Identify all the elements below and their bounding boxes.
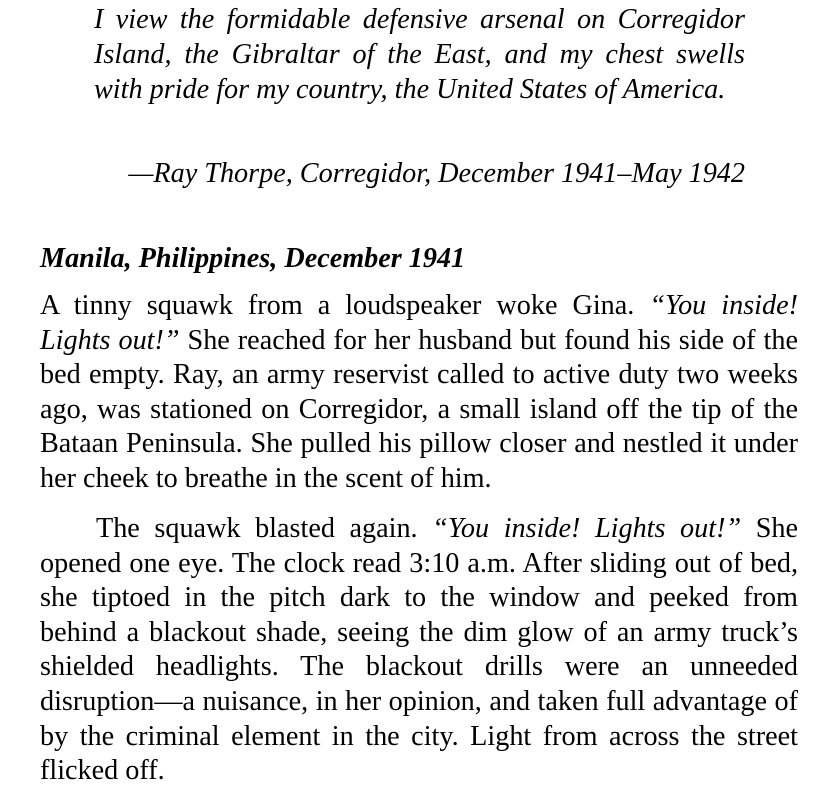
paragraph-1-text-start: A tinny squawk from a loudspeaker woke Gina. [40, 290, 650, 321]
paragraph-2-text-start: The squawk blasted again. [96, 513, 433, 544]
epigraph-attribution: —Ray Thorpe, Corregidor, December 1941–May 1942 [128, 158, 745, 189]
section-heading: Manila, Philippines, December 1941 [40, 243, 466, 274]
paragraph-1-text-end: She reached for her husband but found his side of the bed empty. Ray, an army reservist called to active duty two weeks ago, was stationed on Corregidor, a small island off the tip of the Bataan Peninsula. She pulled his pillow closer and nestled it under her cheek to breathe in the scent of him. [40, 324, 798, 494]
paragraph-2-text-end: She opened one eye. The clock read 3:10 a.m. After sliding out of bed, she tiptoed in the pitch dark to the window and peeked from behind a blackout shade, seeing the dim glow of an army truck’s shielded headlights. The blackout drills were an unneeded disruption—a nuisance, in her opinion, and taken full advantage of by the criminal element in the city. Light from across the street flicked off. [40, 513, 799, 787]
paragraph-1-loudspeaker-quote: “You inside! Lights out!” [40, 290, 799, 356]
body-paragraph-1 [40, 289, 798, 497]
epigraph-quote: I view the formidable defensive arsenal on Corregidor Island, the Gibraltar of the East, and my chest swells with pride for my country, the United States of America. [94, 4, 745, 105]
paragraph-2-loudspeaker-quote: “You inside! Lights out!” [432, 513, 742, 544]
body-paragraph-2 [40, 512, 798, 789]
